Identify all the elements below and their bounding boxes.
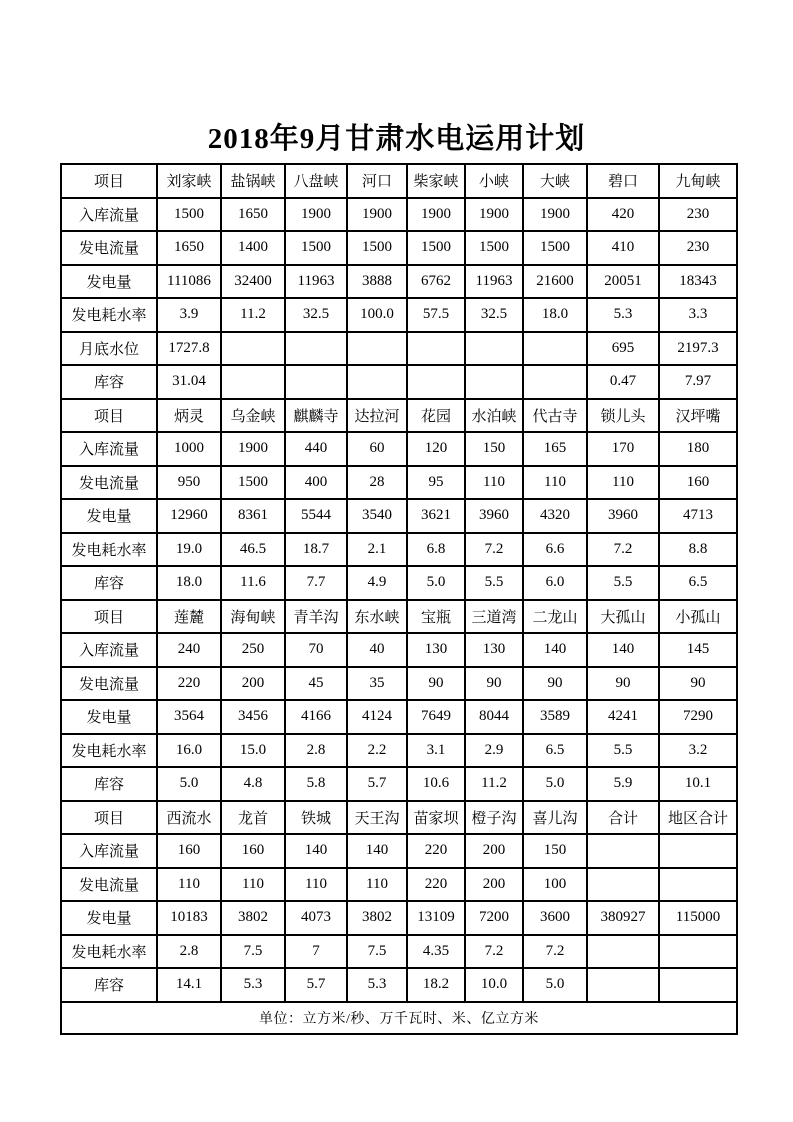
data-cell: 130 <box>465 633 523 667</box>
data-cell: 5.3 <box>587 298 659 332</box>
table-row <box>61 198 737 232</box>
data-cell: 15.0 <box>221 734 285 768</box>
data-cell: 14.1 <box>157 968 221 1002</box>
data-cell: 5.0 <box>523 767 587 801</box>
station-name-cell: 炳灵 <box>157 399 221 433</box>
station-name-cell: 铁城 <box>285 801 347 835</box>
row-label-cell: 发电流量 <box>61 667 157 701</box>
table-row <box>61 332 737 366</box>
data-cell: 18.0 <box>157 566 221 600</box>
data-cell: 1000 <box>157 432 221 466</box>
items-header-cell: 项目 <box>61 399 157 433</box>
data-cell <box>407 332 465 366</box>
data-cell: 1500 <box>285 231 347 265</box>
row-label-cell: 发电量 <box>61 901 157 935</box>
data-cell: 90 <box>659 667 737 701</box>
data-cell: 2197.3 <box>659 332 737 366</box>
data-cell: 18.2 <box>407 968 465 1002</box>
data-cell: 140 <box>587 633 659 667</box>
table-row <box>61 265 737 299</box>
data-cell: 11.2 <box>221 298 285 332</box>
data-cell <box>285 332 347 366</box>
table-row <box>61 700 737 734</box>
table-row <box>61 633 737 667</box>
data-cell: 4.35 <box>407 935 465 969</box>
data-cell <box>465 332 523 366</box>
data-cell: 28 <box>347 466 407 500</box>
data-cell: 95 <box>407 466 465 500</box>
data-cell: 7.2 <box>523 935 587 969</box>
data-cell: 3621 <box>407 499 465 533</box>
data-cell <box>221 365 285 399</box>
station-name-cell: 河口 <box>347 164 407 198</box>
data-cell: 165 <box>523 432 587 466</box>
data-cell: 3802 <box>221 901 285 935</box>
data-cell: 90 <box>523 667 587 701</box>
row-label-cell: 发电量 <box>61 265 157 299</box>
hydropower-plan-table <box>60 163 738 1035</box>
data-cell: 20051 <box>587 265 659 299</box>
station-name-cell: 小孤山 <box>659 600 737 634</box>
data-cell: 10.0 <box>465 968 523 1002</box>
data-cell: 35 <box>347 667 407 701</box>
data-cell: 19.0 <box>157 533 221 567</box>
data-cell <box>659 968 737 1002</box>
data-cell: 4166 <box>285 700 347 734</box>
data-cell: 4073 <box>285 901 347 935</box>
data-cell: 2.8 <box>285 734 347 768</box>
data-cell: 220 <box>407 834 465 868</box>
data-cell: 170 <box>587 432 659 466</box>
data-cell: 3.3 <box>659 298 737 332</box>
data-cell: 5544 <box>285 499 347 533</box>
data-cell: 200 <box>465 868 523 902</box>
items-header-cell: 项目 <box>61 164 157 198</box>
data-cell: 2.8 <box>157 935 221 969</box>
data-cell: 1650 <box>157 231 221 265</box>
data-cell: 130 <box>407 633 465 667</box>
data-cell: 21600 <box>523 265 587 299</box>
data-cell: 18.0 <box>523 298 587 332</box>
data-cell: 1727.8 <box>157 332 221 366</box>
station-name-cell: 花园 <box>407 399 465 433</box>
station-name-cell: 九甸峡 <box>659 164 737 198</box>
station-name-cell: 苗家坝 <box>407 801 465 835</box>
data-cell: 160 <box>157 834 221 868</box>
data-cell: 110 <box>465 466 523 500</box>
data-cell: 1900 <box>465 198 523 232</box>
data-cell <box>523 332 587 366</box>
data-cell: 120 <box>407 432 465 466</box>
data-cell: 5.5 <box>587 734 659 768</box>
table-row <box>61 432 737 466</box>
data-cell <box>523 365 587 399</box>
data-cell: 12960 <box>157 499 221 533</box>
data-cell <box>465 365 523 399</box>
data-cell: 110 <box>587 466 659 500</box>
data-cell: 45 <box>285 667 347 701</box>
data-cell: 110 <box>285 868 347 902</box>
station-name-cell: 地区合计 <box>659 801 737 835</box>
items-header-cell: 项目 <box>61 600 157 634</box>
data-cell: 400 <box>285 466 347 500</box>
data-cell: 10.6 <box>407 767 465 801</box>
data-cell: 3888 <box>347 265 407 299</box>
station-name-cell: 柴家峡 <box>407 164 465 198</box>
station-name-cell: 水泊峡 <box>465 399 523 433</box>
data-cell: 1900 <box>221 432 285 466</box>
row-label-cell: 发电量 <box>61 499 157 533</box>
data-cell: 6.5 <box>659 566 737 600</box>
data-cell: 2.2 <box>347 734 407 768</box>
row-label-cell: 入库流量 <box>61 633 157 667</box>
data-cell: 3540 <box>347 499 407 533</box>
data-cell: 32.5 <box>465 298 523 332</box>
data-cell: 6.0 <box>523 566 587 600</box>
data-cell: 950 <box>157 466 221 500</box>
data-cell: 8.8 <box>659 533 737 567</box>
station-name-cell: 三道湾 <box>465 600 523 634</box>
section-header-row <box>61 164 737 198</box>
data-cell: 145 <box>659 633 737 667</box>
data-cell: 1650 <box>221 198 285 232</box>
station-name-cell: 盐锅峡 <box>221 164 285 198</box>
table-row <box>61 499 737 533</box>
data-cell: 46.5 <box>221 533 285 567</box>
data-cell: 160 <box>221 834 285 868</box>
data-cell <box>285 365 347 399</box>
data-cell: 18343 <box>659 265 737 299</box>
data-cell: 4320 <box>523 499 587 533</box>
data-cell: 440 <box>285 432 347 466</box>
data-cell <box>347 365 407 399</box>
data-cell <box>659 868 737 902</box>
row-label-cell: 库容 <box>61 767 157 801</box>
data-cell: 220 <box>407 868 465 902</box>
data-cell: 1500 <box>221 466 285 500</box>
table-row <box>61 566 737 600</box>
data-cell: 150 <box>523 834 587 868</box>
station-name-cell: 大孤山 <box>587 600 659 634</box>
table-row <box>61 968 737 1002</box>
data-cell: 240 <box>157 633 221 667</box>
data-cell: 3802 <box>347 901 407 935</box>
data-cell: 57.5 <box>407 298 465 332</box>
data-cell: 110 <box>347 868 407 902</box>
station-name-cell: 八盘峡 <box>285 164 347 198</box>
data-cell: 4241 <box>587 700 659 734</box>
data-cell <box>659 935 737 969</box>
data-cell: 1900 <box>285 198 347 232</box>
data-cell: 110 <box>221 868 285 902</box>
data-cell: 140 <box>285 834 347 868</box>
table-row <box>61 298 737 332</box>
data-cell: 0.47 <box>587 365 659 399</box>
station-name-cell: 刘家峡 <box>157 164 221 198</box>
data-cell: 11963 <box>465 265 523 299</box>
data-cell: 1900 <box>347 198 407 232</box>
row-label-cell: 库容 <box>61 566 157 600</box>
data-cell: 4.9 <box>347 566 407 600</box>
table-row <box>61 834 737 868</box>
data-cell: 7.5 <box>221 935 285 969</box>
data-cell: 5.5 <box>587 566 659 600</box>
table-row <box>61 767 737 801</box>
data-cell: 3.2 <box>659 734 737 768</box>
data-cell: 40 <box>347 633 407 667</box>
data-cell: 380927 <box>587 901 659 935</box>
row-label-cell: 发电耗水率 <box>61 298 157 332</box>
table-row <box>61 868 737 902</box>
data-cell: 110 <box>523 466 587 500</box>
data-cell: 70 <box>285 633 347 667</box>
data-cell: 230 <box>659 198 737 232</box>
station-name-cell: 海甸峡 <box>221 600 285 634</box>
data-cell: 115000 <box>659 901 737 935</box>
section-header-row <box>61 801 737 835</box>
data-cell: 180 <box>659 432 737 466</box>
data-cell: 7290 <box>659 700 737 734</box>
row-label-cell: 库容 <box>61 365 157 399</box>
data-cell: 90 <box>407 667 465 701</box>
data-cell: 3960 <box>465 499 523 533</box>
row-label-cell: 发电流量 <box>61 868 157 902</box>
data-cell <box>587 935 659 969</box>
row-label-cell: 发电流量 <box>61 466 157 500</box>
data-cell: 7 <box>285 935 347 969</box>
data-cell: 3589 <box>523 700 587 734</box>
data-cell: 3600 <box>523 901 587 935</box>
data-cell: 6.5 <box>523 734 587 768</box>
data-cell: 8044 <box>465 700 523 734</box>
table-body <box>61 164 737 1034</box>
row-label-cell: 入库流量 <box>61 198 157 232</box>
row-label-cell: 发电耗水率 <box>61 734 157 768</box>
section-header-row <box>61 600 737 634</box>
data-cell: 1500 <box>347 231 407 265</box>
data-cell: 5.8 <box>285 767 347 801</box>
data-cell <box>347 332 407 366</box>
data-cell <box>587 868 659 902</box>
data-cell <box>659 834 737 868</box>
data-cell: 3.1 <box>407 734 465 768</box>
station-name-cell: 代古寺 <box>523 399 587 433</box>
table-row <box>61 935 737 969</box>
data-cell: 250 <box>221 633 285 667</box>
data-cell: 5.0 <box>407 566 465 600</box>
data-cell: 32.5 <box>285 298 347 332</box>
data-cell: 1500 <box>407 231 465 265</box>
row-label-cell: 发电流量 <box>61 231 157 265</box>
row-label-cell: 库容 <box>61 968 157 1002</box>
data-cell: 4.8 <box>221 767 285 801</box>
data-cell: 4124 <box>347 700 407 734</box>
data-cell: 1400 <box>221 231 285 265</box>
items-header-cell: 项目 <box>61 801 157 835</box>
data-cell: 7.7 <box>285 566 347 600</box>
data-cell: 6.8 <box>407 533 465 567</box>
data-cell: 8361 <box>221 499 285 533</box>
data-cell: 1500 <box>157 198 221 232</box>
table-row <box>61 533 737 567</box>
data-cell: 3456 <box>221 700 285 734</box>
data-cell: 60 <box>347 432 407 466</box>
page-title: 2018年9月甘肃水电运用计划 <box>207 123 586 155</box>
data-cell: 18.7 <box>285 533 347 567</box>
station-name-cell: 锁儿头 <box>587 399 659 433</box>
data-cell: 230 <box>659 231 737 265</box>
data-cell: 1900 <box>407 198 465 232</box>
station-name-cell: 西流水 <box>157 801 221 835</box>
data-cell <box>587 968 659 1002</box>
data-cell: 5.0 <box>523 968 587 1002</box>
data-cell: 90 <box>587 667 659 701</box>
units-footer-text: 单位：立方米/秒、万千瓦时、米、亿立方米 <box>61 1002 737 1034</box>
data-cell: 5.5 <box>465 566 523 600</box>
section-header-row <box>61 399 737 433</box>
data-cell: 140 <box>347 834 407 868</box>
data-cell: 220 <box>157 667 221 701</box>
data-cell: 1500 <box>465 231 523 265</box>
table-row <box>61 231 737 265</box>
data-cell: 6.6 <box>523 533 587 567</box>
data-cell <box>587 834 659 868</box>
data-cell: 11.6 <box>221 566 285 600</box>
data-cell <box>221 332 285 366</box>
station-name-cell: 宝瓶 <box>407 600 465 634</box>
data-cell: 5.3 <box>221 968 285 1002</box>
data-cell: 5.7 <box>347 767 407 801</box>
data-cell: 11963 <box>285 265 347 299</box>
station-name-cell: 麒麟寺 <box>285 399 347 433</box>
row-label-cell: 入库流量 <box>61 432 157 466</box>
data-cell: 2.1 <box>347 533 407 567</box>
data-cell: 410 <box>587 231 659 265</box>
station-name-cell: 大峡 <box>523 164 587 198</box>
table-row <box>61 734 737 768</box>
data-cell: 695 <box>587 332 659 366</box>
row-label-cell: 发电耗水率 <box>61 533 157 567</box>
data-cell: 10183 <box>157 901 221 935</box>
data-cell: 31.04 <box>157 365 221 399</box>
data-cell: 7200 <box>465 901 523 935</box>
units-footer-row <box>61 1002 737 1034</box>
row-label-cell: 发电耗水率 <box>61 935 157 969</box>
station-name-cell: 东水峡 <box>347 600 407 634</box>
table-row <box>61 667 737 701</box>
data-cell: 90 <box>465 667 523 701</box>
data-cell: 7649 <box>407 700 465 734</box>
data-cell: 32400 <box>221 265 285 299</box>
table-row <box>61 901 737 935</box>
data-cell: 7.5 <box>347 935 407 969</box>
row-label-cell: 月底水位 <box>61 332 157 366</box>
data-cell: 5.9 <box>587 767 659 801</box>
data-cell: 6762 <box>407 265 465 299</box>
data-cell: 111086 <box>157 265 221 299</box>
station-name-cell: 青羊沟 <box>285 600 347 634</box>
data-cell: 100.0 <box>347 298 407 332</box>
station-name-cell: 喜儿沟 <box>523 801 587 835</box>
data-cell: 1500 <box>523 231 587 265</box>
data-cell: 200 <box>221 667 285 701</box>
data-cell: 5.7 <box>285 968 347 1002</box>
table-row <box>61 365 737 399</box>
station-name-cell: 橙子沟 <box>465 801 523 835</box>
data-cell: 160 <box>659 466 737 500</box>
data-cell: 7.97 <box>659 365 737 399</box>
data-cell: 7.2 <box>587 533 659 567</box>
data-cell: 7.2 <box>465 935 523 969</box>
data-cell <box>407 365 465 399</box>
table-row <box>61 466 737 500</box>
station-name-cell: 龙首 <box>221 801 285 835</box>
data-cell: 100 <box>523 868 587 902</box>
data-cell: 1900 <box>523 198 587 232</box>
station-name-cell: 合计 <box>587 801 659 835</box>
station-name-cell: 二龙山 <box>523 600 587 634</box>
data-cell: 140 <box>523 633 587 667</box>
data-cell: 5.3 <box>347 968 407 1002</box>
data-cell: 10.1 <box>659 767 737 801</box>
data-cell: 13109 <box>407 901 465 935</box>
data-cell: 3960 <box>587 499 659 533</box>
data-cell: 420 <box>587 198 659 232</box>
row-label-cell: 入库流量 <box>61 834 157 868</box>
data-cell: 11.2 <box>465 767 523 801</box>
station-name-cell: 莲麓 <box>157 600 221 634</box>
station-name-cell: 乌金峡 <box>221 399 285 433</box>
data-cell: 200 <box>465 834 523 868</box>
data-cell: 2.9 <box>465 734 523 768</box>
data-cell: 5.0 <box>157 767 221 801</box>
station-name-cell: 碧口 <box>587 164 659 198</box>
data-cell: 16.0 <box>157 734 221 768</box>
station-name-cell: 达拉河 <box>347 399 407 433</box>
data-cell: 3564 <box>157 700 221 734</box>
station-name-cell: 汉坪嘴 <box>659 399 737 433</box>
station-name-cell: 小峡 <box>465 164 523 198</box>
data-cell: 4713 <box>659 499 737 533</box>
station-name-cell: 天王沟 <box>347 801 407 835</box>
data-cell: 150 <box>465 432 523 466</box>
data-cell: 3.9 <box>157 298 221 332</box>
row-label-cell: 发电量 <box>61 700 157 734</box>
data-cell: 7.2 <box>465 533 523 567</box>
data-cell: 110 <box>157 868 221 902</box>
